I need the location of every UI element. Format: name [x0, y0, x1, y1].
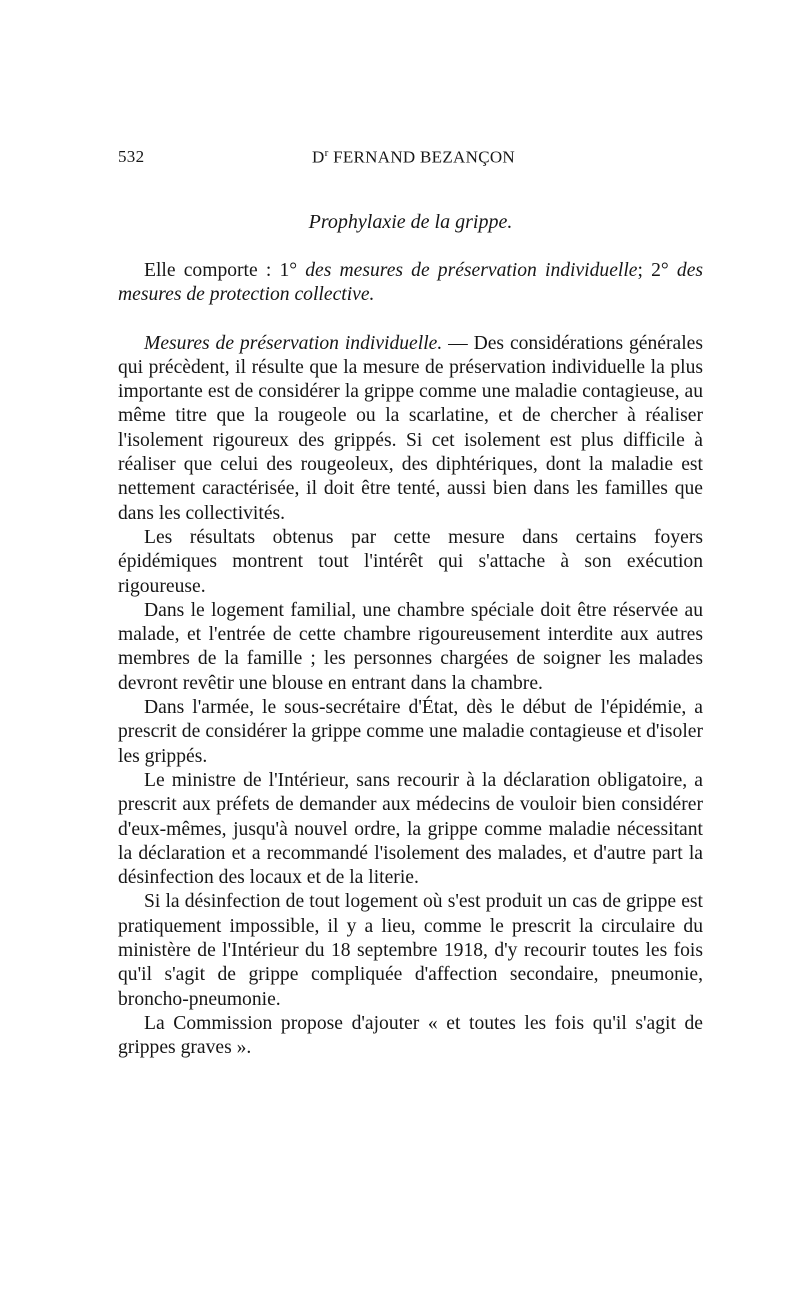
paragraph-disinfection: Si la désinfection de tout logement où s'est produit un cas de grippe est pratiquement impossible, il y a lieu, comme le prescrit la circulaire du ministère de l'Intérieur du 18 septembre 1918, d'y recourir toutes les fois qu'il s'agit de grippe compliquée d'affection secondaire, pneumonie, broncho-pneumonie. [118, 891, 703, 1010]
paragraph-commission: La Commission propose d'ajouter « et toutes les fois qu'il s'agit de grippes graves ». [118, 1012, 703, 1059]
intro-text-1: Elle comporte : 1° [144, 260, 306, 281]
author-prefix: D [312, 147, 325, 167]
page-number: 532 [118, 147, 145, 166]
paragraph-army: Dans l'armée, le sous-secrétaire d'État, dès le début de l'épidémie, a prescrit de considérer la grippe comme une maladie contagieuse et d'isoler les grippés. [118, 697, 703, 767]
subsection-paragraph [118, 332, 703, 526]
paragraph-results: Les résultats obtenus par cette mesure dans certains foyers épidémiques montrent tout l'intérêt qui s'attache à son exécution rigoureuse. [118, 526, 703, 597]
subsection-text: — Des considérations générales qui précèdent, il résulte que la mesure de préservation individuelle la plus importante est de considérer la grippe comme une maladie contagieuse, au même titre que la rougeole ou la scarlatine, et de chercher à réaliser l'isolement rigoureux des grippés. Si cet isolement est plus difficile à réaliser que celui des rougeoleux, des diphtériques, dont la maladie est nettement caractérisée, il doit être tenté, aussi bien dans les familles que dans les collectivités. [118, 332, 703, 524]
author-surname: FERNAND BEZANÇON [328, 147, 515, 167]
section-title: Prophylaxie de la grippe. [308, 211, 513, 233]
author-name [312, 147, 515, 168]
intro-text-2: ; 2° [637, 260, 677, 281]
subsection-heading: Mesures de préservation individuelle. [144, 332, 443, 354]
intro-emphasis-1: des mesures de préservation individuelle [305, 260, 638, 281]
body-text [118, 259, 703, 1061]
paragraph-family-housing: Dans le logement familial, une chambre spéciale doit être réservée au malade, et l'entrée de cette chambre rigoureusement interdite aux autres membres de la famille ; les personnes chargées de soigner les malades devront revêtir une blouse en entrant dans la chambre. [118, 599, 703, 694]
intro-emphasis-2: des mesures de protection collective. [118, 260, 704, 306]
intro-paragraph [118, 259, 703, 308]
author-title-sup: r [324, 147, 329, 159]
paragraph-interior-minister: Le ministre de l'Intérieur, sans recourir à la déclaration obligatoire, a prescrit aux préfets de demander aux médecins de vouloir bien considérer d'eux-mêmes, jusqu'à nouvel ordre, la grippe comme maladie nécessitant la déclaration et a recommandé l'isolement des malades, et d'autre part la désinfection des locaux et de la literie. [118, 769, 703, 889]
